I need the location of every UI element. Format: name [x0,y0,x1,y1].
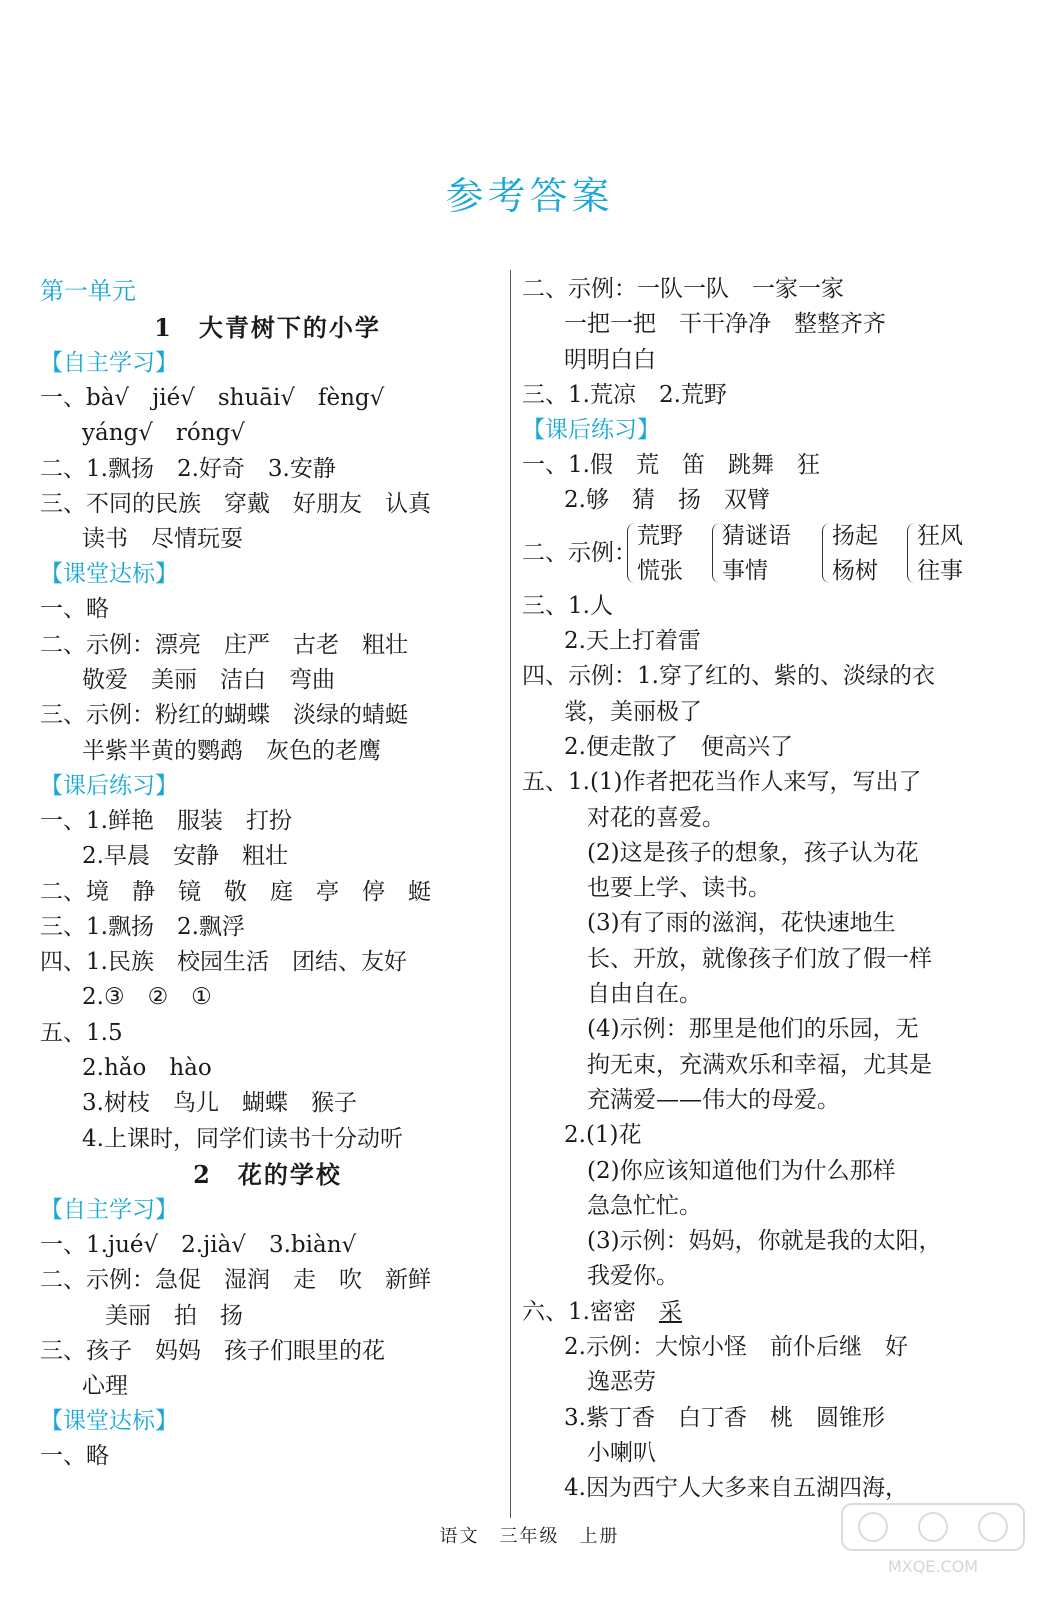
section-zizhu: 【自主学习】 [40,1196,178,1223]
answer-line: 自由自在。 [587,981,702,1008]
answer-line: 4.因为西宁人大多来自五湖四海， [564,1475,908,1502]
answer-line: 二、示例：一队一队 一家一家 [522,276,844,302]
answer-line: 三、孩子 妈妈 孩子们眼里的花 [40,1337,385,1364]
answer-line: 三、示例：粉红的蝴蝶 淡绿的蜻蜓 [40,702,408,729]
answer-line: 美丽 拍 扬 [105,1302,243,1329]
answer-line: 2.③ ② ① [82,984,212,1011]
answer-line: 2.便走散了 便高兴了 [564,733,793,760]
answer-line: 三、1.人 [522,592,613,619]
answer-line: 二、示例：急促 湿润 走 吹 新鲜 [40,1267,431,1294]
answer-line: 2.示例：大惊小怪 前仆后继 好 [564,1334,908,1361]
answer-line: 心理 [82,1373,128,1400]
answer-line: 逸恶劳 [587,1369,656,1396]
answer-line: 我爱你。 [587,1263,679,1290]
brace-group [522,519,992,589]
section-zizhu: 【自主学习】 [40,350,178,376]
answer-line: 四、示例：1.穿了红的、紫的、淡绿的衣 [522,663,935,690]
section-kehou: 【课后练习】 [40,772,178,799]
answer-line: 充满爱——伟大的母爱。 [587,1086,840,1113]
answer-line: 一、1.假 荒 笛 跳舞 狂 [522,452,820,479]
answer-line: 拘无束，充满欢乐和幸福，尤其是 [587,1051,932,1078]
answer-line: 裳，美丽极了 [564,698,702,725]
section-kehou: 【课后练习】 [522,417,660,444]
answer-line: yáng√ róng√ [82,420,245,447]
answer-line: 六、1.密密 采 [522,1298,682,1325]
answer-line: 一、1.鲜艳 服装 打扮 [40,807,292,834]
answer-line: 2.早晨 安静 粗壮 [82,843,288,870]
answer-line: 也要上学、读书。 [587,875,771,902]
section-ketang: 【课堂达标】 [40,561,178,588]
answer-line: 小喇叭 [587,1439,656,1466]
answer-line: 4.上课时，同学们读书十分动听 [82,1125,403,1152]
answer-line: 长、开放，就像孩子们放了假一样 [587,945,932,972]
answer-line: 3.紫丁香 白丁香 桃 圆锥形 [564,1404,885,1431]
answer-line: 2.天上打着雷 [564,628,701,655]
page-title: 参考答案 [445,174,614,218]
answer-line: 五、1.(1)作者把花当作人来写，写出了 [522,769,922,796]
answer-line: 五、1.5 [40,1019,123,1046]
answer-line: 半紫半黄的鹦鹉 灰色的老鹰 [82,737,381,764]
section-ketang: 【课堂达标】 [40,1408,178,1435]
column-divider [510,270,511,1518]
underlined-answer: 采 [658,1298,682,1325]
answer-line: 对花的喜爱。 [587,804,725,831]
answer-line: 一、bà√ jié√ shuāi√ fèng√ [40,385,385,411]
lesson-2-title: 2 花的学校 [193,1159,342,1189]
answer-line: 二、境 静 镜 敬 庭 亭 停 蜓 [40,878,431,905]
answer-line: 读书 尽情玩耍 [82,526,243,553]
word-pair: 狂风 往事 [907,519,963,589]
watermark-logo [838,1500,1028,1580]
answer-line: 三、1.荒凉 2.荒野 [522,381,727,408]
answer-line: 四、1.民族 校园生活 团结、友好 [40,949,407,976]
answer-line: 一把一把 干干净净 整整齐齐 [564,311,886,338]
answer-line: (2)你应该知道他们为什么那样 [587,1157,896,1184]
lesson-1-title: 1 大青树下的小学 [154,313,381,342]
answer-line: (3)示例：妈妈，你就是我的太阳， [587,1228,942,1255]
word-pair: 荒野 慌张 [627,519,683,589]
left-column [40,272,495,1475]
page-footer: 语文 三年级 上册 [439,1526,620,1547]
answer-line: 2.够 猜 扬 双臂 [564,487,770,514]
unit-heading: 第一单元 [40,277,136,305]
answer-line: 一、略 [40,596,109,623]
answer-line: 2.hǎo hào [82,1055,212,1082]
answer-line: 二、示例： [522,539,637,566]
answer-line: (4)示例：那里是他们的乐园，无 [587,1016,919,1043]
answer-line: 三、1.飘扬 2.飘浮 [40,913,245,940]
answer-line: 3.树枝 鸟儿 蝴蝶 猴子 [82,1090,357,1117]
word-pair: 扬起 杨树 [822,519,878,589]
answer-line: 一、1.jué√ 2.jià√ 3.biàn√ [40,1231,357,1258]
answer-line: 二、示例：漂亮 庄严 古老 粗壮 [40,631,408,658]
answer-line: 敬爱 美丽 洁白 弯曲 [82,667,335,694]
answer-line: (2)这是孩子的想象，孩子认为花 [587,839,919,866]
answer-line: 一、略 [40,1443,109,1470]
watermark-text: MXQE.COM [887,1557,979,1576]
answer-line: 二、1.飘扬 2.好奇 3.安静 [40,455,336,482]
answer-line: (3)有了雨的滋润，花快速地生 [587,910,896,937]
answer-line: 2.(1)花 [564,1122,642,1149]
answer-line: 明明白白 [564,346,656,373]
answer-line: 三、不同的民族 穿戴 好朋友 认真 [40,490,431,517]
right-column [522,272,992,1507]
answer-line: 急急忙忙。 [587,1192,702,1219]
word-pair: 猜谜语 事情 [712,519,791,589]
